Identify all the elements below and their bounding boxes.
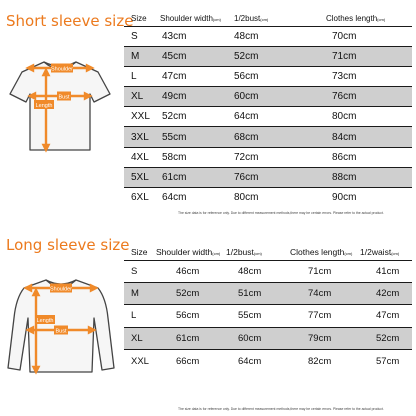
size-cell: L [124,305,154,327]
size-cell: XL [124,327,154,349]
table-row [124,167,412,187]
shoulder-cell: 58cm [158,147,228,167]
col-header-size: Size [131,14,147,24]
bust-cell: 55cm [222,305,288,327]
table-row [124,66,412,86]
size-cell: XL [124,87,158,107]
long-sleeve-shirt-diagram-icon [6,268,116,378]
table-row [124,327,412,349]
table-row [124,260,412,282]
table-row [124,127,412,147]
shoulder-cell: 49cm [158,87,228,107]
length-cell: 71cm [288,260,358,282]
length-cell: 80cm [318,107,412,127]
long-sleeve-disclaimer: The size data is for reference only. Due to different measurement methods,there may be certain errors. Please refer to the actual product. [178,407,384,411]
shoulder-cell: 47cm [158,66,228,86]
size-cell: S [124,26,158,46]
size-cell: 6XL [124,188,158,208]
shoulder-label: Shoulder [50,66,74,73]
table-row [124,46,412,66]
shoulder-cell: 45cm [158,46,228,66]
length-cell: 73cm [318,66,412,86]
length-cell: 88cm [318,167,412,187]
size-cell: S [124,260,154,282]
size-cell: L [124,66,158,86]
bust-cell: 52cm [228,46,318,66]
table-header-row [124,12,412,26]
shoulder-cell: 55cm [158,127,228,147]
col-header-shoulder-width: Shoulder width(cm) [160,14,221,24]
bust-cell: 51cm [222,282,288,304]
table-row [124,305,412,327]
long-sleeve-title: Long sleeve size [6,236,130,254]
table-row [124,282,412,304]
length-cell: 76cm [318,87,412,107]
bust-cell: 48cm [222,260,288,282]
shoulder-label: Shoulder [49,286,73,293]
bust-label: Bust [58,94,70,101]
length-cell: 84cm [318,127,412,147]
bust-cell: 56cm [228,66,318,86]
table-row [124,147,412,167]
size-cell: 3XL [124,127,158,147]
short-sleeve-disclaimer: The size data is for reference only. Due to different measurement methods,there may be certain errors. Please refer to the actual product. [178,211,384,215]
col-header-shoulder-width: Shoulder width(cm) [156,246,221,257]
bust-cell: 64cm [222,350,288,372]
waist-cell: 41cm [358,260,412,282]
shoulder-cell: 66cm [154,350,222,372]
shoulder-cell: 52cm [158,107,228,127]
size-cell: M [124,46,158,66]
bust-cell: 60cm [228,87,318,107]
long-sleeve-size-table [124,244,412,372]
bust-cell: 68cm [228,127,318,147]
short-sleeve-size-table [124,12,412,208]
shoulder-cell: 43cm [158,26,228,46]
bust-cell: 76cm [228,167,318,187]
col-header-half-bust: 1/2bust(cm) [226,246,262,257]
bust-cell: 72cm [228,147,318,167]
col-header-half-waist: 1/2waist(cm) [360,246,400,257]
length-label: Length [35,103,53,109]
length-cell: 79cm [288,327,358,349]
length-label: Length [36,318,54,324]
col-header-half-bust: 1/2bust(cm) [234,14,269,24]
shoulder-cell: 46cm [154,260,222,282]
size-cell: 4XL [124,147,158,167]
length-cell: 82cm [288,350,358,372]
table-header-row [124,244,412,260]
shoulder-cell: 56cm [154,305,222,327]
size-cell: XXL [124,107,158,127]
col-header-clothes-length: Clothes length(cm) [290,246,353,257]
length-cell: 77cm [288,305,358,327]
shoulder-cell: 61cm [158,167,228,187]
shoulder-cell: 64cm [158,188,228,208]
bust-cell: 48cm [228,26,318,46]
shoulder-cell: 52cm [154,282,222,304]
tshirt-outline [10,62,110,150]
length-cell: 86cm [318,147,412,167]
short-sleeve-title: Short sleeve size [6,12,134,30]
length-cell: 74cm [288,282,358,304]
size-cell: M [124,282,154,304]
length-cell: 71cm [318,46,412,66]
bust-label: Bust [55,328,67,335]
tshirt-diagram-icon [8,50,112,154]
length-cell: 70cm [318,26,412,46]
bust-cell: 64cm [228,107,318,127]
shoulder-cell: 61cm [154,327,222,349]
col-header-clothes-length: Clothes length(cm) [326,14,386,24]
table-row [124,350,412,372]
waist-cell: 52cm [358,327,412,349]
bust-cell: 80cm [228,188,318,208]
size-cell: 5XL [124,167,158,187]
waist-cell: 42cm [358,282,412,304]
size-cell: XXL [124,350,154,372]
waist-cell: 47cm [358,305,412,327]
bust-cell: 60cm [222,327,288,349]
length-cell: 90cm [318,188,412,208]
col-header-size: Size [131,246,148,257]
table-row [124,87,412,107]
waist-cell: 57cm [358,350,412,372]
table-row [124,26,412,46]
table-row [124,107,412,127]
table-row [124,188,412,208]
